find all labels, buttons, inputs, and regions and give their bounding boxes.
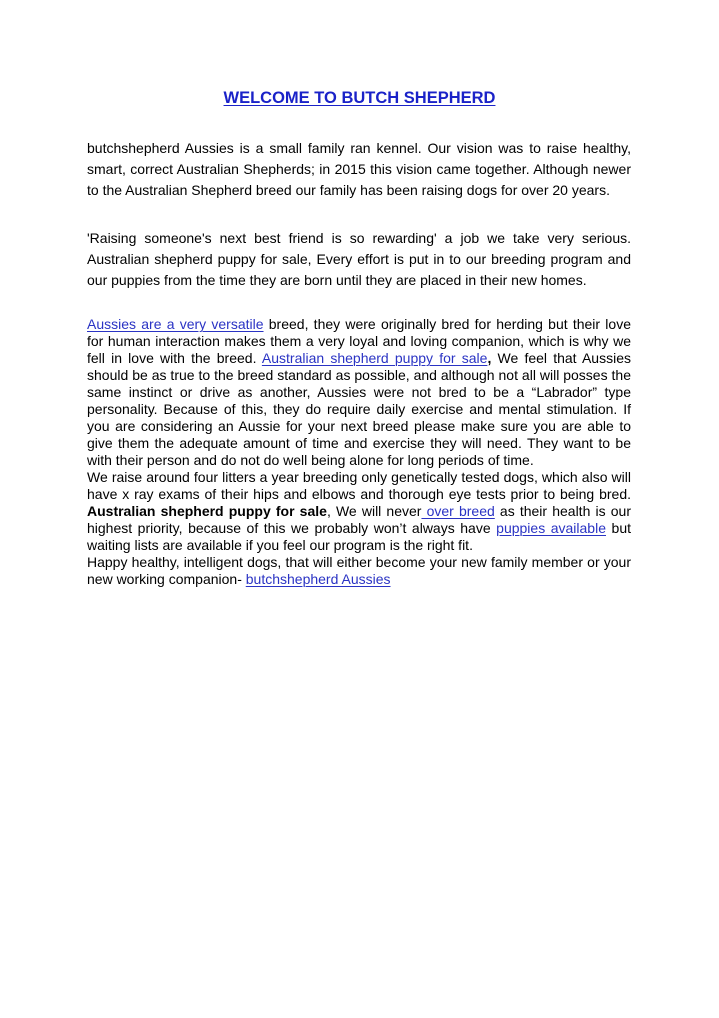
puppy-for-sale-link[interactable]: Australian shepherd puppy for sale (261, 350, 488, 366)
breed-text-f: but waiting lists are available if you feel our program is the right fit. (87, 520, 631, 553)
over-breed-link[interactable]: over breed (421, 503, 495, 519)
page-title: WELCOME TO BUTCH SHEPHERD (223, 89, 496, 107)
breed-paragraph (87, 316, 631, 588)
mission-paragraph: 'Raising someone's next best friend is so rewarding' a job we take very serious. Australian shepherd puppy for sale, Every effort is put in to our breeding program and our puppies from the time they are born until they are placed in their new homes. (87, 230, 631, 288)
bold-puppy-for-sale: Australian shepherd puppy for sale (87, 503, 327, 519)
breed-text-b: We feel that Aussies should be as true to the breed standard as possible, and although not all will posses the same instinct or drive as another, Aussies were not bred to be a “Labrador” type personality. Because of this, they do require daily exercise and mental stimulation. If you are considering an Aussie for your next breed please make sure you are able to give them the adequate amount of time and exercise they will need. They want to be with their person and do not do well being alone for long periods of time. (87, 350, 631, 468)
breed-text-d: , We will never (326, 503, 422, 519)
puppies-available-link[interactable]: puppies available (496, 520, 606, 536)
breed-text-e: as their health is our highest priority, because of this we probably won’t always have (87, 503, 631, 536)
comma-text: , (487, 350, 492, 366)
intro-paragraph: butchshepherd Aussies is a small family ran kennel. Our vision was to raise healthy, smart, correct Australian Shepherds; in 2015 this vision came together. Although newer to the Australian Shepherd breed our family has been raising dogs for over 20 years. (87, 140, 631, 198)
breed-text-g: Happy healthy, intelligent dogs, that will either become your new family member or your new working companion- (87, 554, 631, 587)
breed-text-c: We raise around four litters a year breeding only genetically tested dogs, which also will have x ray exams of their hips and elbows and thorough eye tests prior to being bred. (87, 469, 631, 502)
breed-text-a: breed, they were originally bred for herding but their love for human interaction makes them a very loyal and loving companion, which is why we fell in love with the breed. (87, 316, 631, 366)
versatile-link[interactable]: Aussies are a very versatile (87, 316, 264, 332)
butchshepherd-aussies-link[interactable]: butchshepherd Aussies (245, 571, 391, 587)
